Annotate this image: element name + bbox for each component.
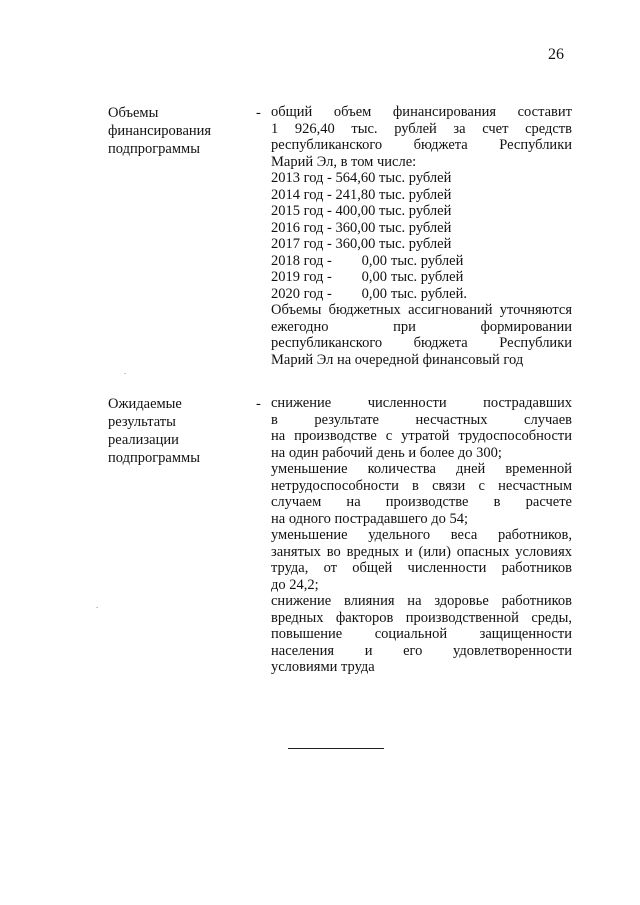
results-line: нетрудоспособности в связи с несчастным xyxy=(271,477,572,494)
results-line: повышение социальной защищенности xyxy=(271,626,572,642)
funding-note-line: ежегодно при формировании xyxy=(271,318,572,335)
funding-year-row xyxy=(271,220,572,237)
results-line: населения и его удовлетворенности xyxy=(271,642,572,659)
funding-note-last: Марий Эл на очередной финансовый год xyxy=(271,351,524,368)
results-content xyxy=(271,395,572,676)
funding-year-row xyxy=(271,236,572,253)
results-line: на производстве с утратой трудоспособности xyxy=(271,428,572,444)
scan-mark: . xyxy=(96,600,99,610)
funding-intro-line: 1 926,40 тыс. рублей за счет средств xyxy=(271,120,572,137)
year-amount: 2013 год - 564,60 xyxy=(271,170,376,186)
funding-label-line: финансирования xyxy=(108,123,212,139)
year-amount: 0,00 xyxy=(361,285,387,302)
results-label xyxy=(108,395,233,467)
results-line: случаем на производстве в расчете xyxy=(271,494,572,510)
year-amount: 2016 год - 360,00 xyxy=(271,219,376,236)
year-label: 2020 год - xyxy=(271,285,332,302)
year-unit: тыс. рублей xyxy=(379,170,452,186)
funding-label-line: подпрограммы xyxy=(108,141,200,157)
results-line: уменьшение количества дней временной xyxy=(271,461,572,477)
funding-intro-line: общий объем финансирования составит xyxy=(271,104,572,120)
year-amount: 2014 год - 241,80 xyxy=(271,186,376,203)
year-unit: тыс. рублей xyxy=(391,269,464,285)
year-unit: тыс. рублей xyxy=(379,236,452,252)
funding-dash: - xyxy=(256,105,261,121)
results-line: на один рабочий день и более до 300; xyxy=(271,444,502,461)
year-unit: тыс. рублей. xyxy=(391,285,467,302)
funding-year-row xyxy=(271,187,572,204)
funding-label xyxy=(108,104,233,158)
funding-note-line: Объемы бюджетных ассигнований уточняются xyxy=(271,302,572,318)
funding-content xyxy=(271,104,572,368)
results-line: до 24,2; xyxy=(271,576,319,593)
page-number: 26 xyxy=(548,46,564,63)
results-label-line: Ожидаемые xyxy=(108,396,182,412)
funding-year-row-zero xyxy=(271,286,572,303)
funding-year-row xyxy=(271,170,572,187)
funding-year-row-zero xyxy=(271,253,572,270)
results-line: уменьшение удельного веса работников, xyxy=(271,527,572,543)
results-dash: - xyxy=(256,396,261,412)
end-rule xyxy=(288,748,384,749)
results-line: вредных факторов производственной среды, xyxy=(271,609,572,626)
results-line: труда, от общей численности работников xyxy=(271,560,572,576)
funding-year-row xyxy=(271,203,572,220)
funding-note-line: республиканского бюджета Республики xyxy=(271,335,572,351)
year-label: 2019 год - xyxy=(271,269,332,285)
results-line: на одного пострадавшего до 54; xyxy=(271,510,469,527)
results-line: в результате несчастных случаев xyxy=(271,411,572,428)
results-label-line: подпрограммы xyxy=(108,450,200,466)
funding-intro-line: республиканского бюджета Республики xyxy=(271,137,572,153)
year-unit: тыс. рублей xyxy=(379,203,452,219)
year-amount: 0,00 xyxy=(361,252,387,269)
scan-mark: . xyxy=(124,366,127,376)
year-unit: тыс. рублей xyxy=(391,252,464,269)
results-label-line: результаты xyxy=(108,414,176,430)
year-unit: тыс. рублей xyxy=(379,219,452,236)
results-line: условиями труда xyxy=(271,659,375,675)
funding-label-line: Объемы xyxy=(108,105,159,121)
funding-intro-last: Марий Эл, в том числе: xyxy=(271,153,417,170)
funding-year-row-zero xyxy=(271,269,572,286)
year-label: 2018 год - xyxy=(271,252,332,269)
results-line: занятых во вредных и (или) опасных условиях xyxy=(271,543,572,560)
year-amount: 0,00 xyxy=(361,269,387,285)
year-amount: 2015 год - 400,00 xyxy=(271,203,376,219)
results-label-line: реализации xyxy=(108,432,179,448)
results-line: снижение влияния на здоровье работников xyxy=(271,593,572,609)
year-amount: 2017 год - 360,00 xyxy=(271,236,376,252)
year-unit: тыс. рублей xyxy=(379,186,452,203)
results-line: снижение численности пострадавших xyxy=(271,395,572,411)
